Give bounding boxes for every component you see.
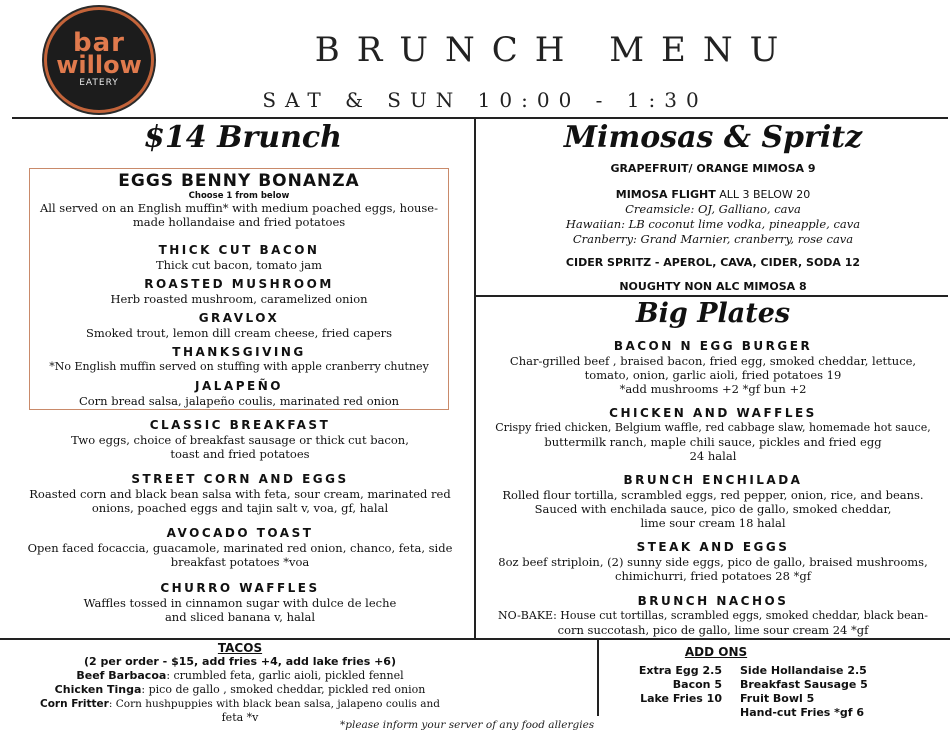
tacos-pricing-text: (2 per order - $15, add fries +4, add lake fries +6) bbox=[84, 655, 396, 668]
brunch-item-desc: and sliced banana v, halal bbox=[164, 610, 316, 624]
tacos-heading: TACOS bbox=[217, 641, 263, 655]
big-plate-desc: NO-BAKE: House cut tortillas, scrambled eggs, smoked cheddar, black bean- bbox=[498, 609, 928, 622]
add-ons-heading-wrap bbox=[600, 645, 832, 659]
bonanza-item-name: THANKSGIVING bbox=[172, 345, 306, 359]
flight-item: Cranberry: Grand Marnier, cranberry, rose cava bbox=[572, 232, 854, 246]
bonanza-choose: Choose 1 from below bbox=[188, 191, 290, 201]
big-plate-item bbox=[478, 594, 948, 637]
big-plate-name: BRUNCH NACHOS bbox=[637, 594, 789, 608]
brunch-item bbox=[10, 472, 470, 515]
big-plate-desc: corn succotash, pico de gallo, lime sour cream 24 *gf bbox=[557, 623, 869, 637]
bonanza-item-name: THICK CUT BACON bbox=[158, 243, 320, 257]
bar-willow-logo bbox=[44, 7, 154, 113]
brunch-item-desc: Roasted corn and black bean salsa with feta, sour cream, marinated red bbox=[29, 487, 451, 501]
footer-column-divider bbox=[597, 640, 599, 716]
bonanza-item bbox=[30, 277, 448, 306]
bonanza-item bbox=[30, 311, 448, 340]
add-on-item: Bacon 5 bbox=[672, 678, 722, 691]
brunch-item-desc: Two eggs, choice of breakfast sausage or thick cut bacon, bbox=[71, 433, 409, 447]
bonanza-item bbox=[30, 345, 448, 374]
big-plate-name: BACON N EGG BURGER bbox=[613, 339, 813, 353]
taco-name: Corn Fritter bbox=[40, 698, 109, 710]
logo-willow-text: willow bbox=[56, 51, 142, 79]
big-plate-desc: Rolled flour tortilla, scrambled eggs, red pepper, onion, rice, and beans. bbox=[502, 488, 924, 502]
mimosas-heading: Mimosas & Spritz bbox=[563, 120, 863, 155]
bonanza-item bbox=[30, 379, 448, 408]
bonanza-item-name: ROASTED MUSHROOM bbox=[144, 277, 334, 291]
add-on-item: Fruit Bowl 5 bbox=[740, 692, 815, 705]
bonanza-intro-1: All served on an English muffin* with medium poached eggs, house- bbox=[39, 201, 438, 215]
mimosa-flight-title: MIMOSA FLIGHT bbox=[615, 188, 716, 201]
big-plate-desc: buttermilk ranch, maple chili sauce, pickles and fried egg bbox=[544, 435, 882, 449]
big-plate-name: CHICKEN AND WAFFLES bbox=[609, 406, 817, 420]
grapefruit-mimosa: GRAPEFRUIT/ ORANGE MIMOSA 9 bbox=[610, 162, 816, 175]
big-plate-name: STEAK AND EGGS bbox=[636, 540, 790, 554]
taco-desc: : Corn hushpuppies with black bean salsa, jalapeno coulis and bbox=[108, 698, 440, 710]
big-plate-desc: Sauced with enchilada sauce, pico de gallo, smoked cheddar, bbox=[534, 502, 892, 516]
add-ons-left-list bbox=[612, 664, 722, 706]
tacos-section bbox=[0, 641, 480, 725]
right-section-divider bbox=[476, 295, 948, 297]
add-on-item: Side Hollandaise 2.5 bbox=[740, 664, 867, 677]
cider-spritz: CIDER SPRITZ - APEROL, CAVA, CIDER, SODA 12 bbox=[565, 256, 861, 269]
header-divider bbox=[12, 117, 948, 119]
column-divider bbox=[474, 117, 476, 639]
bonanza-title: EGGS BENNY BONANZA bbox=[118, 171, 360, 191]
big-plate-desc: chimichurri, fried potatoes 28 *gf bbox=[615, 569, 811, 583]
taco-name: Beef Barbacoa bbox=[76, 669, 167, 682]
flight-item: Creamsicle: OJ, Galliano, cava bbox=[625, 202, 801, 216]
bonanza-item-name: JALAPEÑO bbox=[195, 379, 283, 393]
taco-desc: : crumbled feta, garlic aioli, pickled fennel bbox=[166, 669, 404, 682]
mimosa-list bbox=[478, 162, 948, 294]
menu-hours: SAT & SUN 10:00 - 1:30 bbox=[262, 88, 708, 112]
brunch-item bbox=[10, 581, 470, 624]
brunch-item-desc: Open faced focaccia, guacamole, marinated red onion, chanco, feta, side bbox=[27, 541, 453, 555]
big-plate-desc: tomato, onion, garlic aioli, fried potatoes 19 bbox=[584, 368, 842, 382]
brunch-item-desc: toast and fried potatoes bbox=[170, 447, 310, 461]
taco-item bbox=[0, 669, 480, 683]
big-plate-item bbox=[478, 406, 948, 463]
big-plate-item bbox=[478, 473, 948, 530]
big-plate-desc: *add mushrooms +2 *gf bun +2 bbox=[619, 382, 807, 396]
allergy-notice: *please inform your server of any food allergies bbox=[340, 719, 595, 731]
add-on-item: Breakfast Sausage 5 bbox=[740, 678, 868, 691]
taco-item bbox=[0, 683, 480, 697]
menu-title: BRUNCH MENU bbox=[314, 30, 796, 70]
big-plate-name: BRUNCH ENCHILADA bbox=[623, 473, 803, 487]
eggs-benny-bonanza-box bbox=[29, 168, 449, 410]
bonanza-item bbox=[30, 243, 448, 272]
brunch-item-desc: breakfast potatoes *voa bbox=[170, 555, 310, 569]
brunch-item bbox=[10, 418, 470, 461]
add-ons-right-list bbox=[740, 664, 940, 720]
big-plates-heading: Big Plates bbox=[635, 298, 791, 329]
big-plate-desc: lime sour cream 18 halal bbox=[640, 516, 786, 530]
logo-eatery-text: EATERY bbox=[79, 78, 119, 88]
brunch-item-desc: Waffles tossed in cinnamon sugar with dulce de leche bbox=[83, 596, 397, 610]
big-plate-desc: 24 halal bbox=[689, 449, 737, 463]
taco-name: Chicken Tinga bbox=[54, 683, 142, 696]
add-ons-heading: ADD ONS bbox=[684, 645, 748, 659]
add-on-item: Hand-cut Fries *gf 6 bbox=[740, 706, 865, 719]
bonanza-item-desc: *No English muffin served on stuffing with apple cranberry chutney bbox=[49, 360, 429, 373]
bonanza-item-desc: Corn bread salsa, jalapeño coulis, marinated red onion bbox=[78, 394, 400, 408]
bonanza-item-desc: Herb roasted mushroom, caramelized onion bbox=[110, 292, 368, 306]
mimosa-flight-price: ALL 3 BELOW 20 bbox=[715, 188, 811, 201]
flight-item: Hawaiian: LB coconut lime vodka, pineapple, cava bbox=[565, 217, 861, 231]
brunch-item-name: STREET CORN AND EGGS bbox=[131, 472, 349, 486]
logo-bar-text: bar bbox=[73, 28, 125, 58]
brunch-item-name: AVOCADO TOAST bbox=[166, 526, 314, 540]
big-plate-desc: 8oz beef striploin, (2) sunny side eggs, pico de gallo, braised mushrooms, bbox=[498, 555, 928, 569]
brunch-item-desc: onions, poached eggs and tajin salt v, voa, gf, halal bbox=[91, 501, 389, 515]
taco-desc: : pico de gallo , smoked cheddar, pickled red onion bbox=[141, 683, 426, 696]
brunch-item-name: CLASSIC BREAKFAST bbox=[149, 418, 331, 432]
big-plate-item bbox=[478, 339, 948, 396]
mimosa-flight bbox=[478, 188, 948, 202]
bonanza-item-desc: Thick cut bacon, tomato jam bbox=[155, 258, 323, 272]
noughty-mimosa: NOUGHTY NON ALC MIMOSA 8 bbox=[619, 280, 807, 293]
tacos-pricing bbox=[0, 655, 480, 669]
bonanza-item-desc: Smoked trout, lemon dill cream cheese, fried capers bbox=[85, 326, 393, 340]
brunch-item-name: CHURRO WAFFLES bbox=[160, 581, 320, 595]
taco-desc-continued: feta *v bbox=[221, 711, 259, 724]
footer-divider bbox=[0, 638, 950, 640]
bonanza-item-name: GRAVLOX bbox=[198, 311, 280, 325]
big-plate-desc: Char-grilled beef , braised bacon, fried egg, smoked cheddar, lettuce, bbox=[509, 354, 917, 368]
add-on-item: Extra Egg 2.5 bbox=[638, 664, 722, 677]
bonanza-intro-2: made hollandaise and fried potatoes bbox=[132, 215, 346, 229]
add-on-item: Lake Fries 10 bbox=[640, 692, 722, 705]
brunch-item bbox=[10, 526, 470, 569]
big-plate-desc: Crispy fried chicken, Belgium waffle, red cabbage slaw, homemade hot sauce, bbox=[495, 421, 931, 434]
taco-item bbox=[0, 697, 480, 711]
big-plate-item bbox=[478, 540, 948, 583]
brunch-heading: $14 Brunch bbox=[144, 120, 342, 155]
